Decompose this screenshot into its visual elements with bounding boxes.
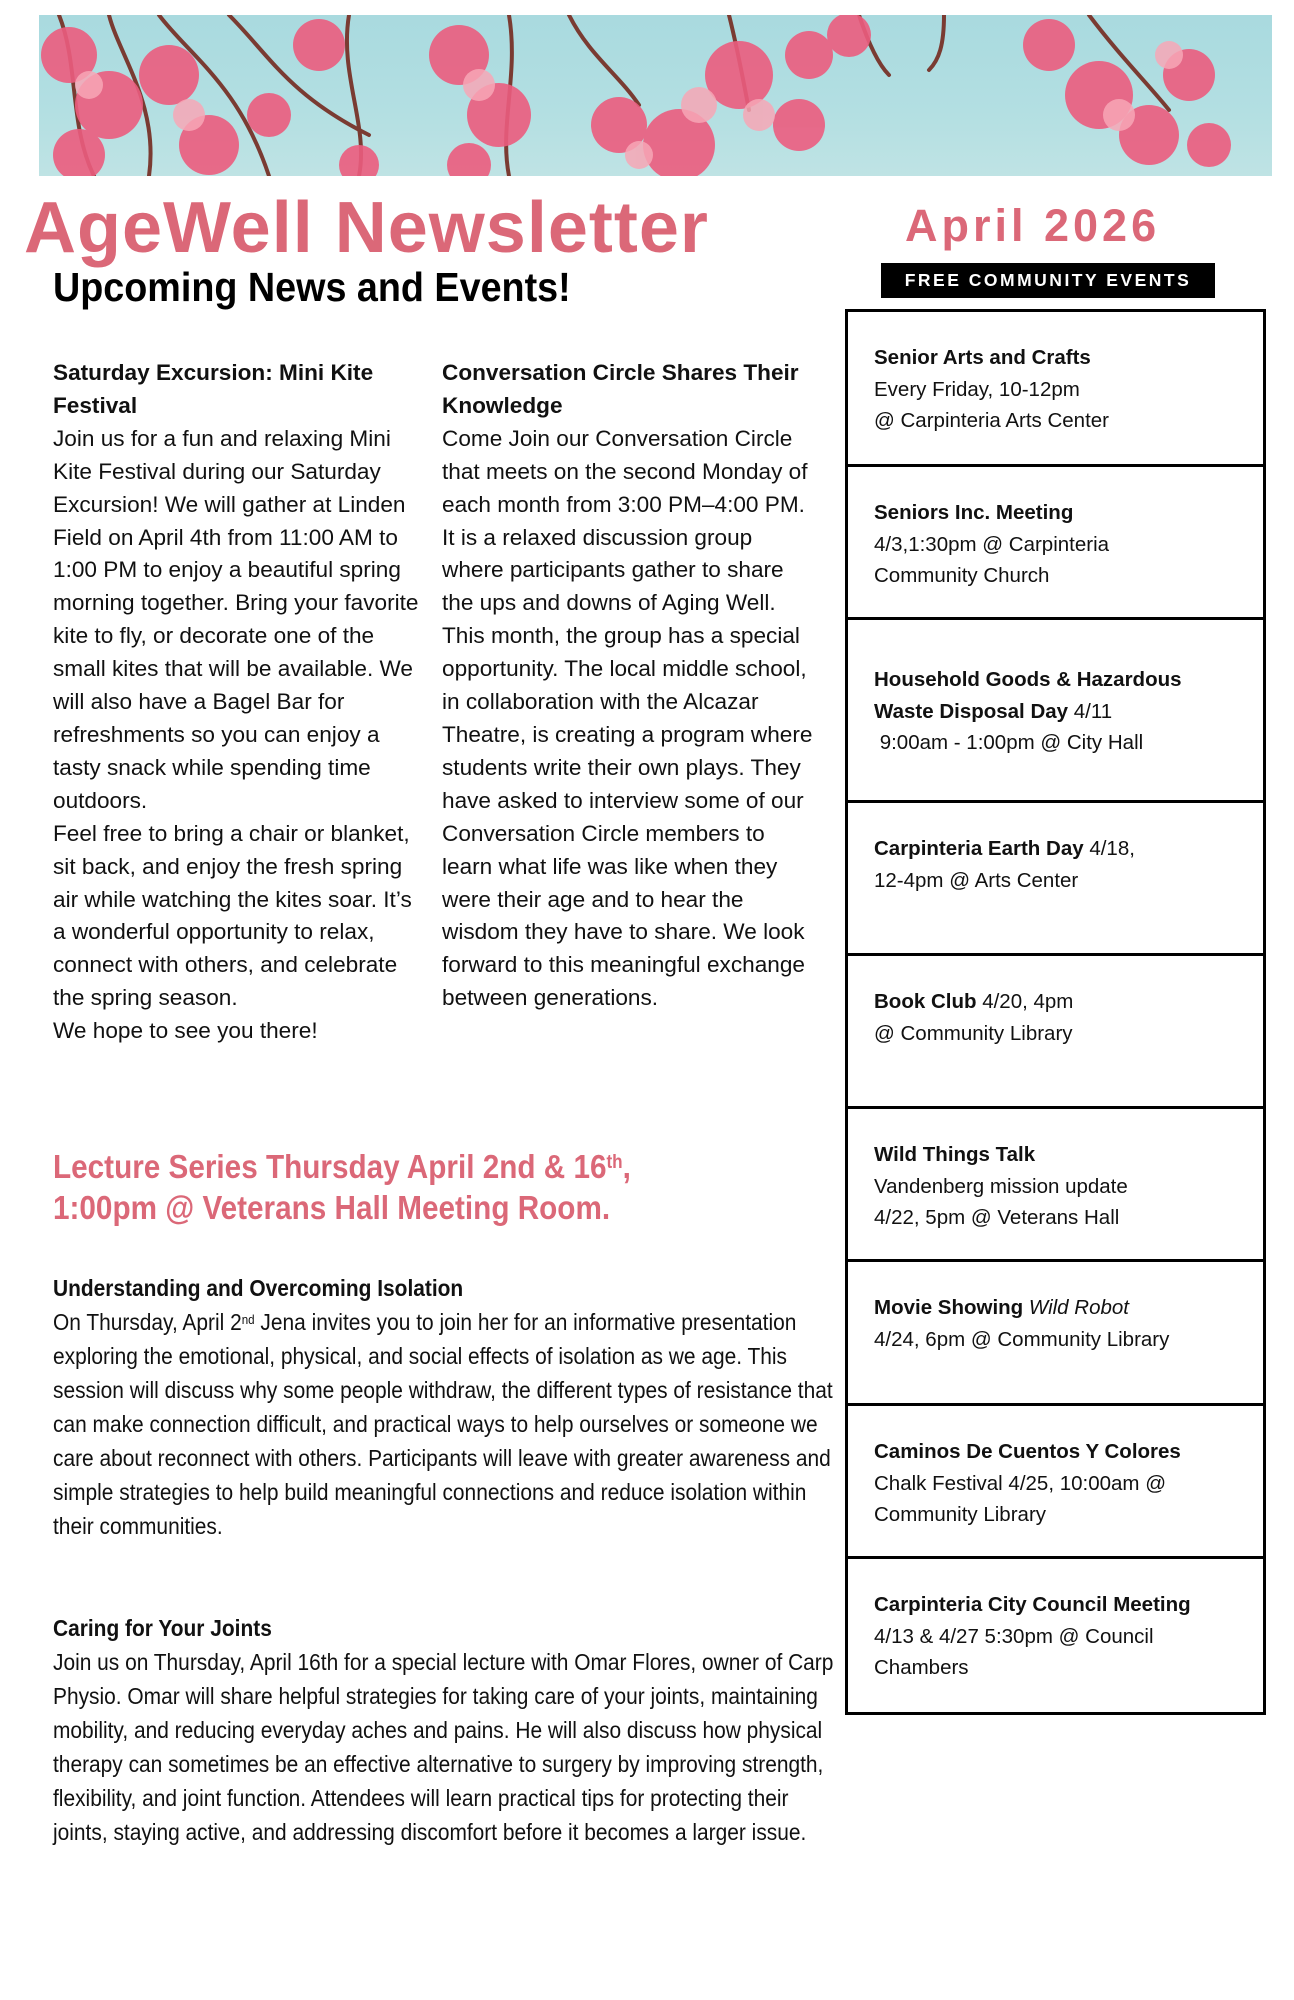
event-name: Wild Things Talk (874, 1143, 1036, 1166)
lecture-heading-line2: 1:00pm @ Veterans Hall Meeting Room. (53, 1189, 611, 1226)
event-name: Book Club (874, 990, 977, 1013)
event-item (848, 620, 1263, 803)
event-detail: 4/22, 5pm @ Veterans Hall (874, 1206, 1120, 1229)
event-detail: Community Library (874, 1503, 1047, 1526)
event-date: 4/11 (1068, 699, 1113, 723)
event-item (848, 1109, 1263, 1262)
event-item (848, 467, 1263, 620)
article-heading: Conversation Circle Shares Their Knowledge (442, 360, 799, 418)
lecture-title: Understanding and Overcoming Isolation (53, 1275, 464, 1301)
event-detail: Every Friday, 10-12pm (874, 377, 1080, 401)
event-detail: Community Church (874, 564, 1050, 587)
issue-month: April 2026 (905, 200, 1161, 251)
event-name: Senior Arts and Crafts (874, 346, 1091, 369)
lecture-heading-text: Lecture Series Thursday April 2nd & 16 (53, 1148, 607, 1185)
page-subtitle: Upcoming News and Events! (53, 264, 571, 310)
event-name: Seniors Inc. Meeting (874, 501, 1074, 524)
lecture-body-text: On Thursday, April 2 (53, 1309, 242, 1335)
event-date: 4/18, (1083, 837, 1135, 860)
article-paragraph: Feel free to bring a chair or blanket, sit back, and enjoy the fresh spring air while watching the kites soar. It’s a wonderful opportunity to relax, connect with others, and celebrate the spring season. (53, 820, 412, 1011)
event-item (848, 1262, 1263, 1406)
event-item (848, 956, 1263, 1109)
cherry-blossom-illustration (39, 15, 1272, 176)
lecture-body-sup: nd (241, 1312, 255, 1327)
event-detail: 9:00am - 1:00pm @ City Hall (874, 731, 1144, 754)
event-item (848, 1406, 1263, 1559)
event-item (848, 1559, 1263, 1715)
article-paragraph: We hope to see you there! (53, 1018, 318, 1044)
event-item (848, 803, 1263, 956)
newsletter-title: AgeWell Newsletter (24, 188, 709, 268)
article-heading: Saturday Excursion: Mini Kite Festival (53, 360, 374, 418)
event-detail: 4/13 & 4/27 5:30pm @ Council (874, 1624, 1154, 1648)
lecture-isolation (53, 1271, 833, 1543)
lecture-body-text: Jena invites you to join her for an informative presentation exploring the emotional, physical, and social effects of isolation as we age. This session will discuss why some people withdraw, the different types of resistance that can make connection difficult, and practical ways to help ourselves or someone we care about reconnect with others. Participants will leave with greater awareness and simple strategies to help build meaningful connections and reduce isolation within their communities. (53, 1309, 833, 1539)
event-detail: Vandenberg mission update (874, 1174, 1128, 1198)
event-name: Movie Showing (874, 1296, 1024, 1319)
event-item (848, 312, 1263, 467)
event-detail: 4/24, 6pm @ Community Library (874, 1327, 1170, 1351)
event-detail: @ Community Library (874, 1021, 1073, 1045)
lecture-joints (53, 1611, 833, 1849)
lecture-heading-sup: th (606, 1152, 623, 1173)
event-name: Carpinteria City Council Meeting (874, 1593, 1191, 1616)
event-date: 4/20, 4pm (976, 990, 1074, 1013)
events-list (845, 309, 1266, 1715)
event-movie-title: Wild Robot (1023, 1296, 1129, 1319)
lecture-body (53, 1305, 836, 1543)
event-name: Household Goods & Hazardous Waste Disposal Day (874, 668, 1182, 723)
event-detail: @ Carpinteria Arts Center (874, 409, 1110, 432)
lecture-series-heading (53, 1146, 814, 1228)
event-name: Carpinteria Earth Day (874, 837, 1084, 860)
article-paragraph: Come Join our Conversation Circle that meets on the second Monday of each month from 3:00 PM–4:00 PM. It is a relaxed discussion group where participants gather to share the ups and downs of Aging Well. This month, the group has a special opportunity. The local middle school, in collaboration with the Alcazar Theatre, is creating a program where students write their own plays. They have asked to interview some of our Conversation Circle members to learn what life was like when they were their age and to hear the wisdom they have to share. We look forward to this meaningful exchange between generations. (442, 425, 813, 1011)
article-paragraph: Join us for a fun and relaxing Mini Kite Festival during our Saturday Excursion! We will gather at Linden Field on April 4th from 11:00 AM to 1:00 PM to enjoy a beautiful spring morning together. Bring your favorite kite to fly, or decorate one of the small kites that will be available. We will also have a Bagel Bar for refreshments so you can enjoy a tasty snack while spending time outdoors. (53, 425, 419, 813)
event-detail: Chalk Festival 4/25, 10:00am @ (874, 1471, 1167, 1495)
event-detail: 4/3,1:30pm @ Carpinteria (874, 532, 1110, 556)
article-kite-festival (53, 357, 423, 1048)
free-community-events-badge: FREE COMMUNITY EVENTS (881, 263, 1215, 298)
event-detail: Chambers (874, 1656, 969, 1679)
event-detail: 12-4pm @ Arts Center (874, 868, 1079, 892)
event-name: Caminos De Cuentos Y Colores (874, 1440, 1181, 1463)
article-conversation-circle (442, 357, 817, 1015)
header-banner-image (39, 15, 1272, 176)
lecture-body: Join us on Thursday, April 16th for a special lecture with Omar Flores, owner of Carp Physio. Omar will share helpful strategies for taking care of your joints, maintaining mobility, and reducing everyday aches and pains. He will also discuss how physical therapy can sometimes be an effective alternative to surgery by improving strength, flexibility, and joint function. Attendees will learn practical tips for protecting their joints, staying active, and addressing discomfort before it becomes a larger issue. (53, 1649, 834, 1845)
lecture-heading-comma: , (622, 1148, 631, 1185)
lecture-title: Caring for Your Joints (53, 1615, 272, 1641)
